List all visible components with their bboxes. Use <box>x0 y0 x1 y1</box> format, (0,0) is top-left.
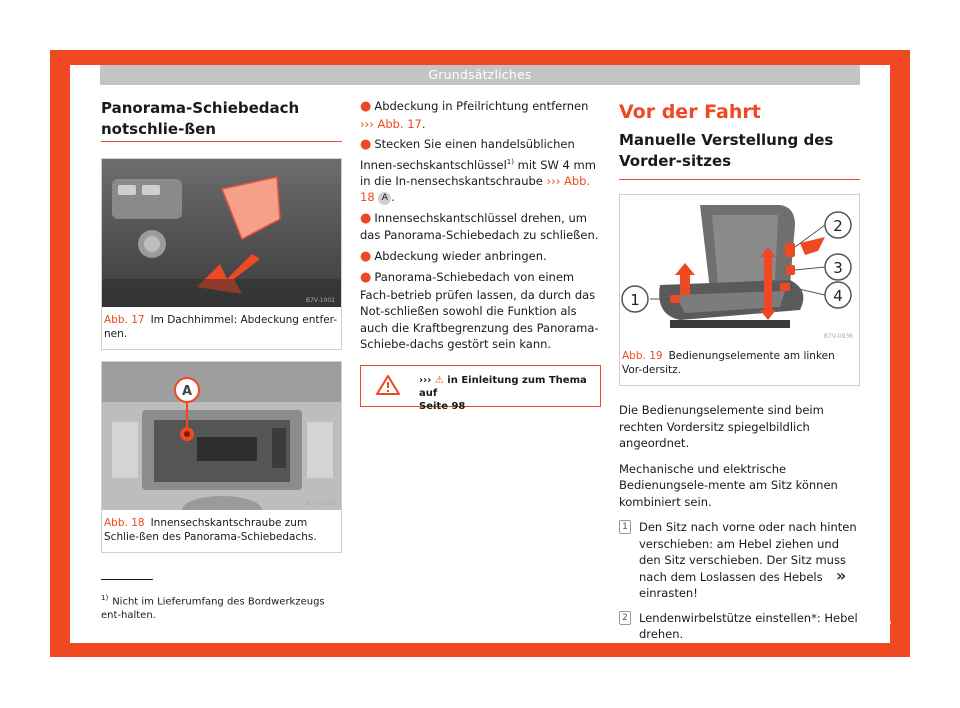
figure-19 <box>619 194 860 386</box>
footnote-rule <box>101 579 153 580</box>
figure-18-caption <box>102 510 341 552</box>
instruction-5 <box>360 269 601 353</box>
footnote-reference[interactable]: 1) <box>506 157 514 166</box>
figure-19-number: Abb. 19 <box>622 350 663 362</box>
figure-18-caption-text: Innensechskantschraube zum Schlie-ßen des Panorama-Schiebedachs. <box>104 517 317 543</box>
figure-19-caption <box>620 343 859 385</box>
figure-18 <box>101 361 342 553</box>
paragraph-mirror: Die Bedienungselemente sind beim rechten Vordersitz spiegelbildlich angeordnet. <box>619 403 824 450</box>
instruction-4-text: Abdeckung wieder anbringen. <box>374 248 547 263</box>
figure-19-callout-2: 2 <box>833 217 843 235</box>
warning-triangle-icon <box>375 374 401 396</box>
figure-17-image <box>102 159 341 307</box>
instruction-5-text: Panorama-Schiebedach von einem Fach-betrieb prüfen lassen, da durch das Not-schließen sowohl die Funktion als auch die Kraftbegrenzung des Panorama-Schiebe-dachs gestört sein kann. <box>360 270 599 352</box>
figure-18-link[interactable]: ››› Abb. 18 <box>360 173 591 205</box>
warning-text-line2: Seite 98 <box>419 400 466 412</box>
figure-19-code: B7V-0936 <box>823 333 853 340</box>
middle-column <box>360 98 601 412</box>
control-item-2 <box>619 610 860 643</box>
right-column <box>619 98 860 651</box>
figure-18-callout-a: A <box>181 384 193 399</box>
chapter-title: Vor der Fahrt <box>619 101 761 123</box>
control-number-badge: 2 <box>619 611 631 625</box>
figure-18-code: B7V-1003 <box>305 500 335 507</box>
figure-18-image <box>102 362 341 510</box>
control-item-1-text: Den Sitz nach vorne oder nach hinten verschieben: am Hebel ziehen und den Sitz verschieben. Der Sitz muss nach dem Loslassen des Hebels einrasten! <box>639 520 857 600</box>
continue-mark: » <box>836 566 847 585</box>
section-title-panorama: Panorama-Schiebedach notschlie-ßen <box>101 98 342 142</box>
footnote <box>101 591 342 623</box>
instruction-1-text: Abdeckung in Pfeilrichtung entfernen <box>374 99 589 113</box>
instruction-2-text-a: Stecken Sie einen handelsüblichen Innen-sechskantschlüssel <box>360 137 575 172</box>
figure-19-caption-text: Bedienungselemente am linken Vor-dersitz. <box>622 350 835 376</box>
instruction-2 <box>360 136 601 206</box>
control-item-2-text: Lendenwirbelstütze einstellen*: Hebel drehen. <box>639 610 858 641</box>
instruction-1 <box>360 98 601 132</box>
left-column <box>101 98 342 553</box>
instruction-3 <box>360 210 601 244</box>
figure-19-callout-4: 4 <box>833 287 843 305</box>
control-number-badge: 1 <box>619 520 631 534</box>
paragraph-combined: Mechanische und elektrische Bedienungsele-mente am Sitz können kombiniert sein. <box>619 461 838 509</box>
instruction-4 <box>360 248 601 266</box>
bullet-icon: ● <box>360 210 372 226</box>
figure-17-number: Abb. 17 <box>104 314 145 326</box>
instruction-1-end: . <box>421 116 426 131</box>
warning-arrow: ››› <box>419 374 432 386</box>
instruction-3-text: Innensechskantschlüssel drehen, um das Panorama-Schiebedach zu schließen. <box>360 210 599 243</box>
instruction-2-end: . <box>391 190 395 205</box>
callout-a-badge: A <box>378 192 391 205</box>
figure-17 <box>101 158 342 350</box>
figure-17-caption-text: Im Dachhimmel: Abdeckung entfer-nen. <box>104 314 338 340</box>
figure-19-callout-3: 3 <box>833 259 843 277</box>
footnote-text: Nicht im Lieferumfang des Bordwerkzeugs ent-halten. <box>101 596 325 622</box>
bullet-icon: ● <box>360 99 372 114</box>
figure-17-link[interactable]: ››› Abb. 17 <box>360 116 422 131</box>
warning-reference[interactable] <box>419 374 600 413</box>
warning-text-line1: in Einleitung zum Thema auf <box>419 374 587 399</box>
warning-inline-icon: ⚠ <box>434 374 444 386</box>
page-number: 15 <box>880 618 892 628</box>
warning-box <box>360 365 601 412</box>
instruction-2-text-b: mit SW 4 mm in die In-nensechskantschraube <box>360 157 596 188</box>
figure-17-caption <box>102 307 341 349</box>
running-header: Grundsätzliches <box>100 65 860 85</box>
figure-18-number: Abb. 18 <box>104 517 145 529</box>
section-title-seat: Manuelle Verstellung des Vorder-sitzes <box>619 130 860 180</box>
footnote-mark: 1) <box>101 594 109 602</box>
control-item-1 <box>619 519 860 602</box>
figure-17-code: B7V-1002 <box>305 297 335 304</box>
figure-19-image <box>620 195 859 343</box>
bullet-icon: ● <box>360 270 372 286</box>
bullet-icon: ● <box>360 248 372 264</box>
bullet-icon: ● <box>360 137 372 152</box>
figure-19-callout-1: 1 <box>630 291 640 309</box>
seat-description <box>619 402 860 643</box>
instruction-list <box>360 98 601 353</box>
